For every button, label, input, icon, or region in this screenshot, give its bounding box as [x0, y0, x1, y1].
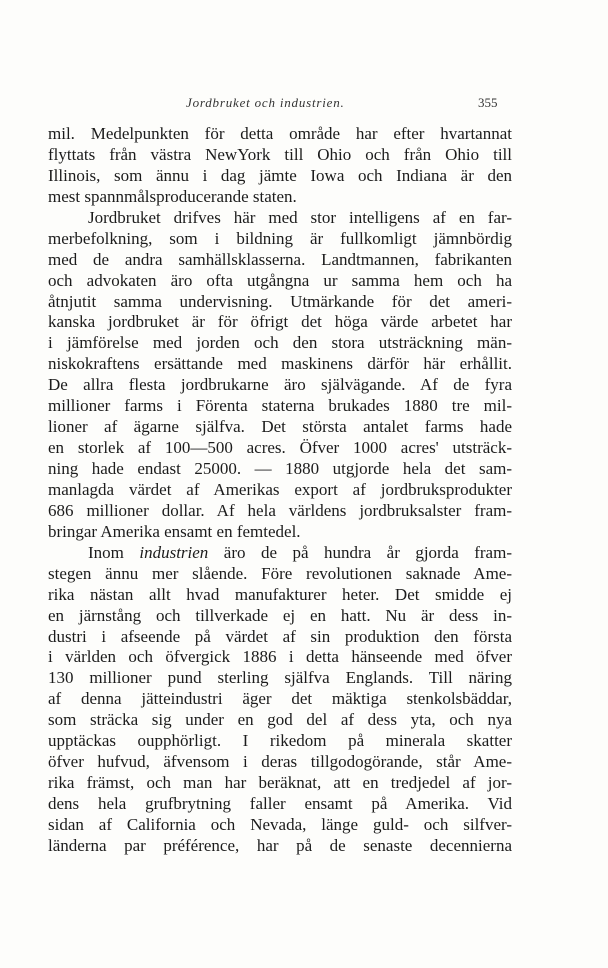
text-line: länderna par préférence, har på de senaste decennierna: [48, 835, 512, 855]
paragraph-start-line: Jordbruket drifves här med stor intelligens af en far-: [88, 207, 512, 227]
text-line: millioner farms i Förenta staterna brukades 1880 tre mil-: [48, 396, 512, 416]
text-line: Illinois, som ännu i dag jämte Iowa och Indiana är den: [48, 165, 512, 185]
line-prefix: Inom: [88, 542, 140, 562]
text-line: rika nästan allt hvad manufakturer heter. Det smidde ej: [48, 584, 512, 604]
text-line: i världen och öfvergick 1886 i detta hänseende med öfver: [48, 647, 512, 667]
text-line: lioner af ägarne själfva. Det största antalet farms hade: [48, 417, 512, 437]
text-line: mest spannmålsproducerande staten.: [48, 186, 297, 206]
paragraph-start-line: [48, 543, 512, 564]
text-line: dustri i afseende på värdet af sin produktion den första: [48, 626, 512, 646]
text-line: och advokaten äro ofta utgångna ur samma hem och ha: [48, 270, 512, 290]
text-line: bringar Amerika ensamt en femtedel.: [48, 521, 301, 541]
text-line: med de andra samhällsklasserna. Landtmannen, fabrikanten: [48, 249, 512, 269]
text-line: en järnstång och tillverkade ej en hatt. Nu är dess in-: [48, 605, 512, 625]
text-line: ning hade endast 25000. — 1880 utgjorde hela det sam-: [48, 459, 512, 478]
text-line: manlagda värdet af Amerikas export af jordbruksprodukter: [48, 479, 512, 499]
text-line: öfver hufvud, äfvensom i deras tillgodogörande, står Ame-: [48, 752, 512, 772]
body-text: [48, 124, 512, 857]
page-header: [0, 95, 608, 115]
page-number: 355: [478, 95, 498, 110]
text-line: i jämförelse med jorden och den stora utsträckning män-: [48, 333, 512, 353]
text-line: rika främst, och man har beräknat, att en tredjedel af jor-: [48, 773, 512, 793]
text-line: stegen ännu mer slående. Före revolutionen saknade Ame-: [48, 563, 512, 583]
text-line: niskokraftens ersättande med maskinens därför här erhållit.: [48, 354, 512, 374]
text-line: upptäckas oupphörligt. I rikedom på minerala skatter: [48, 731, 512, 751]
text-line: merbefolkning, som i bildning är fullkomligt jämnbördig: [48, 228, 512, 248]
text-line: 130 millioner pund sterling själfva Englands. Till näring: [48, 668, 512, 688]
line-suffix: äro de på hundra år gjorda fram-: [208, 542, 512, 562]
text-line: kanska jordbruket är för öfrigt det höga värde arbetet har: [48, 312, 512, 332]
text-line: af denna jätteindustri äger det mäktiga stenkolsbäddar,: [48, 689, 512, 709]
text-line: 686 millioner dollar. Af hela världens jordbruksalster fram-: [48, 500, 512, 520]
text-line: en storlek af 100—500 acres. Öfver 1000 acres' utsträck-: [48, 438, 512, 458]
text-line: sidan af California och Nevada, länge guld- och silfver-: [48, 814, 512, 834]
italic-term: industrien: [139, 542, 209, 562]
text-line: som sträcka sig under en god del af dess yta, och nya: [48, 710, 512, 730]
text-line: mil. Medelpunkten för detta område har efter hvartannat: [48, 124, 512, 143]
text-line: De allra flesta jordbrukarne äro självägande. Af de fyra: [48, 375, 512, 395]
text-line: dens hela grufbrytning faller ensamt på Amerika. Vid: [48, 794, 512, 813]
running-title: Jordbruket och industrien.: [186, 95, 345, 110]
text-line: flyttats från västra NewYork till Ohio och från Ohio till: [48, 144, 512, 164]
text-line: åtnjutit samma undervisning. Utmärkande för det ameri-: [48, 291, 512, 311]
